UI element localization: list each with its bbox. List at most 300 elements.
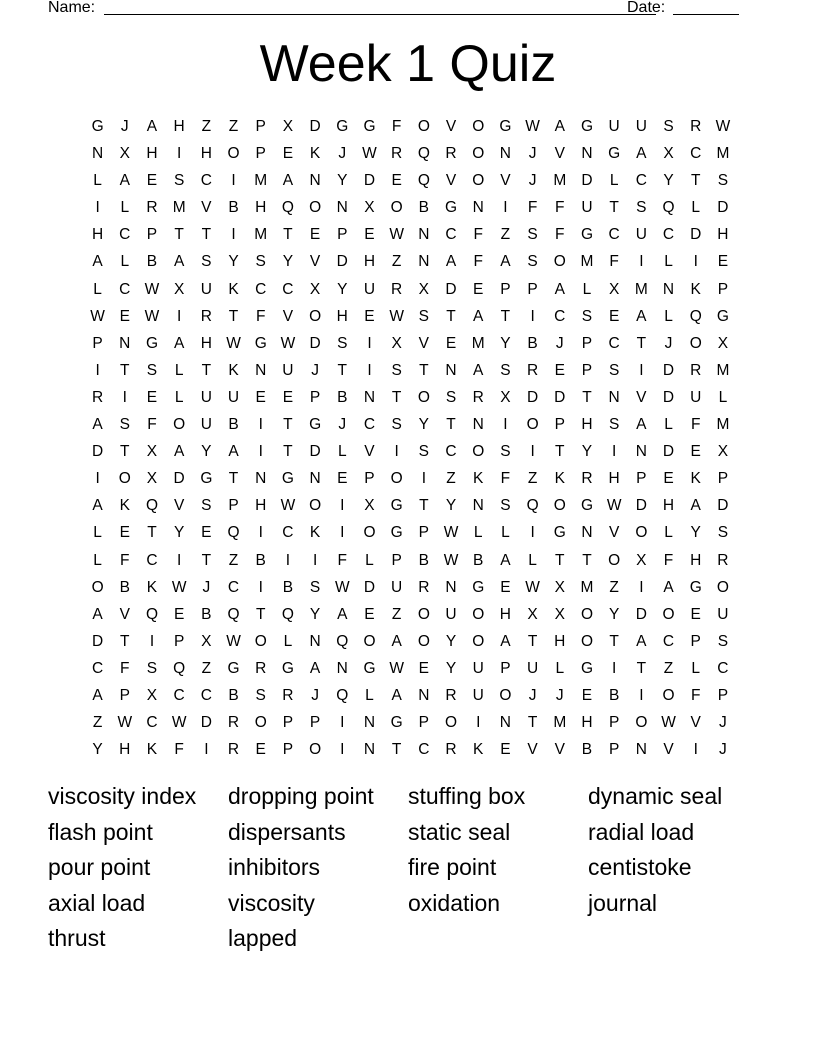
grid-letter: C bbox=[146, 714, 158, 732]
grid-letter: P bbox=[364, 470, 375, 488]
grid-letter: D bbox=[173, 470, 185, 488]
grid-letter: Z bbox=[391, 253, 402, 271]
grid-letter: Y bbox=[418, 416, 430, 434]
grid-letter: X bbox=[527, 605, 538, 623]
grid-letter: I bbox=[530, 307, 535, 325]
grid-letter: F bbox=[555, 226, 565, 244]
grid-letter: L bbox=[174, 361, 184, 379]
grid-letter: I bbox=[530, 443, 535, 461]
grid-letter: B bbox=[608, 686, 620, 704]
grid-letter: Q bbox=[281, 605, 294, 623]
grid-row bbox=[84, 628, 737, 655]
grid-letter: P bbox=[255, 145, 266, 163]
grid-letter: L bbox=[528, 551, 537, 569]
grid-letter: I bbox=[340, 741, 345, 759]
grid-letter: Q bbox=[662, 199, 675, 217]
grid-letter: T bbox=[201, 361, 212, 379]
grid-letter: D bbox=[581, 172, 593, 190]
word-list-item bbox=[588, 923, 768, 959]
grid-row bbox=[84, 411, 737, 438]
grid-letter: A bbox=[391, 632, 402, 650]
grid-letter: A bbox=[473, 361, 484, 379]
grid-row bbox=[84, 682, 737, 709]
grid-letter: J bbox=[528, 145, 537, 163]
grid-letter: U bbox=[635, 226, 647, 244]
grid-letter: V bbox=[663, 741, 674, 759]
grid-letter: P bbox=[608, 741, 620, 759]
grid-letter: E bbox=[146, 388, 158, 406]
grid-row bbox=[84, 248, 737, 275]
grid-letter: L bbox=[120, 199, 130, 217]
grid-letter: H bbox=[499, 605, 511, 623]
grid-letter: A bbox=[473, 307, 484, 325]
grid-letter: K bbox=[309, 524, 321, 542]
grid-letter: V bbox=[119, 605, 130, 623]
grid-letter: T bbox=[500, 307, 511, 325]
grid-letter: P bbox=[500, 280, 511, 298]
grid-letter: O bbox=[417, 388, 430, 406]
grid-letter: D bbox=[309, 118, 321, 135]
grid-letter: N bbox=[363, 714, 376, 732]
grid-letter: G bbox=[608, 145, 621, 163]
grid-letter: X bbox=[636, 551, 647, 569]
grid-letter: R bbox=[282, 686, 294, 704]
grid-letter: Z bbox=[391, 605, 402, 623]
grid-letter: I bbox=[639, 253, 644, 271]
grid-letter: O bbox=[472, 632, 485, 650]
grid-letter: E bbox=[255, 388, 266, 406]
word-list-item: static seal bbox=[408, 818, 511, 845]
grid-letter: E bbox=[309, 226, 321, 244]
grid-letter: I bbox=[340, 714, 345, 732]
grid-letter: Q bbox=[173, 659, 186, 677]
grid-letter: R bbox=[445, 686, 457, 704]
grid-letter: K bbox=[228, 280, 239, 298]
grid-letter: I bbox=[367, 361, 372, 379]
grid-row bbox=[84, 303, 737, 330]
grid-letter: K bbox=[690, 470, 701, 488]
grid-letter: A bbox=[636, 632, 647, 650]
grid-letter: E bbox=[364, 605, 375, 623]
grid-letter: H bbox=[363, 253, 376, 271]
grid-letter: I bbox=[231, 172, 236, 190]
grid-letter: Y bbox=[690, 524, 701, 542]
grid-letter: G bbox=[445, 199, 458, 217]
name-field[interactable] bbox=[104, 0, 656, 15]
grid-letter: D bbox=[690, 226, 702, 244]
page-title: Week 1 Quiz bbox=[259, 35, 557, 93]
grid-letter: G bbox=[309, 416, 322, 434]
grid-letter: O bbox=[417, 632, 430, 650]
word-list-item: fire point bbox=[408, 854, 497, 880]
grid-letter: V bbox=[282, 307, 294, 325]
grid-row bbox=[84, 519, 737, 546]
grid-letter: M bbox=[471, 334, 485, 352]
grid-letter: T bbox=[255, 605, 266, 623]
grid-letter: P bbox=[554, 416, 565, 434]
grid-letter: I bbox=[285, 551, 291, 569]
grid-letter: S bbox=[146, 659, 158, 677]
grid-letter: V bbox=[636, 388, 647, 406]
grid-row bbox=[84, 465, 737, 492]
grid-letter: N bbox=[581, 145, 593, 163]
grid-letter: D bbox=[336, 253, 348, 271]
grid-letter: W bbox=[226, 334, 241, 352]
grid-letter: Y bbox=[173, 524, 185, 542]
grid-letter: J bbox=[528, 686, 537, 704]
grid-letter: O bbox=[309, 307, 322, 325]
grid-letter: F bbox=[174, 741, 184, 759]
grid-letter: A bbox=[636, 307, 647, 325]
grid-letter: O bbox=[553, 497, 566, 515]
grid-letter: R bbox=[581, 470, 593, 488]
grid-letter: L bbox=[473, 524, 483, 542]
grid-letter: Q bbox=[281, 199, 294, 217]
grid-letter: E bbox=[663, 470, 674, 488]
grid-letter: K bbox=[119, 497, 130, 515]
grid-letter: T bbox=[391, 741, 402, 759]
grid-letter: L bbox=[691, 659, 701, 677]
grid-letter: O bbox=[417, 605, 430, 623]
grid-letter: G bbox=[227, 659, 240, 677]
grid-letter: X bbox=[663, 145, 674, 163]
grid-letter: T bbox=[391, 388, 402, 406]
grid-letter: E bbox=[173, 605, 185, 623]
grid-letter: D bbox=[309, 443, 321, 461]
grid-letter: X bbox=[173, 280, 185, 298]
grid-letter: H bbox=[200, 334, 212, 352]
grid-letter: U bbox=[690, 388, 702, 406]
grid-letter: M bbox=[716, 145, 730, 163]
grid-letter: R bbox=[526, 361, 539, 379]
grid-letter: M bbox=[716, 416, 730, 434]
grid-letter: C bbox=[91, 659, 104, 677]
grid-letter: L bbox=[609, 172, 619, 190]
grid-letter: H bbox=[255, 199, 267, 217]
grid-letter: B bbox=[228, 416, 239, 434]
grid-letter: D bbox=[717, 199, 729, 217]
grid-letter: L bbox=[718, 388, 728, 406]
grid-letter: N bbox=[581, 524, 593, 542]
grid-letter: S bbox=[445, 388, 457, 406]
grid-letter: P bbox=[119, 686, 130, 704]
grid-letter: W bbox=[443, 551, 459, 569]
grid-letter: A bbox=[554, 118, 565, 135]
grid-letter: N bbox=[499, 145, 511, 163]
grid-letter: E bbox=[554, 361, 565, 379]
grid-letter: V bbox=[445, 118, 457, 135]
grid-letter: W bbox=[443, 524, 459, 542]
grid-letter: R bbox=[690, 118, 702, 135]
grid-letter: P bbox=[608, 714, 620, 732]
grid-letter: S bbox=[636, 199, 647, 217]
grid-letter: M bbox=[716, 361, 730, 379]
grid-row bbox=[84, 194, 737, 221]
grid-letter: Y bbox=[663, 172, 674, 190]
grid-letter: G bbox=[363, 659, 376, 677]
grid-letter: D bbox=[662, 443, 675, 461]
grid-letter: A bbox=[337, 605, 348, 623]
grid-letter: T bbox=[201, 551, 212, 569]
grid-letter: W bbox=[715, 118, 731, 135]
grid-letter: K bbox=[228, 361, 239, 379]
grid-letter: T bbox=[337, 361, 348, 379]
grid-letter: C bbox=[255, 280, 267, 298]
grid-letter: O bbox=[472, 605, 485, 623]
grid-letter: Z bbox=[609, 578, 619, 596]
grid-letter: Z bbox=[527, 470, 538, 488]
grid-letter: F bbox=[473, 253, 483, 271]
grid-letter: Q bbox=[417, 145, 430, 163]
grid-letter: A bbox=[690, 497, 701, 515]
grid-letter: L bbox=[582, 280, 592, 298]
grid-letter: I bbox=[612, 443, 617, 461]
grid-letter: U bbox=[608, 118, 620, 135]
grid-letter: J bbox=[664, 334, 673, 352]
grid-letter: I bbox=[258, 578, 263, 596]
grid-letter: H bbox=[146, 145, 158, 163]
grid-letter: T bbox=[582, 551, 592, 569]
grid-letter: W bbox=[362, 145, 377, 163]
grid-letter: E bbox=[119, 307, 130, 325]
grid-letter: F bbox=[391, 118, 402, 135]
grid-letter: S bbox=[581, 307, 593, 325]
grid-letter: P bbox=[418, 524, 430, 542]
grid-letter: Q bbox=[526, 497, 539, 515]
word-list-item: centistoke bbox=[588, 854, 692, 880]
grid-letter: I bbox=[394, 443, 399, 461]
grid-letter: A bbox=[173, 443, 185, 461]
grid-letter: B bbox=[473, 551, 484, 569]
grid-letter: X bbox=[391, 334, 402, 352]
grid-letter: M bbox=[553, 714, 567, 732]
grid-letter: X bbox=[554, 605, 565, 623]
grid-letter: C bbox=[662, 226, 675, 244]
grid-letter: Z bbox=[228, 118, 239, 135]
grid-letter: W bbox=[171, 578, 187, 596]
grid-letter: P bbox=[282, 741, 294, 759]
grid-letter: C bbox=[717, 659, 729, 677]
grid-letter: A bbox=[146, 118, 158, 135]
grid-letter: D bbox=[363, 578, 376, 596]
grid-letter: U bbox=[200, 280, 212, 298]
grid-letter: I bbox=[95, 199, 100, 217]
date-field[interactable] bbox=[673, 0, 739, 15]
grid-letter: S bbox=[500, 497, 511, 515]
grid-letter: D bbox=[445, 280, 457, 298]
grid-letter: I bbox=[530, 524, 535, 542]
grid-letter: E bbox=[717, 253, 729, 271]
grid-letter: O bbox=[472, 443, 485, 461]
grid-letter: E bbox=[608, 307, 620, 325]
grid-letter: P bbox=[527, 280, 538, 298]
grid-letter: Y bbox=[282, 253, 294, 271]
grid-letter: M bbox=[580, 253, 594, 271]
grid-letter: O bbox=[309, 199, 322, 217]
grid-letter: J bbox=[528, 172, 537, 190]
grid-letter: O bbox=[499, 686, 512, 704]
grid-letter: H bbox=[717, 226, 729, 244]
grid-letter: S bbox=[717, 524, 729, 542]
grid-letter: Y bbox=[445, 632, 457, 650]
grid-letter: Q bbox=[145, 605, 158, 623]
grid-letter: T bbox=[419, 361, 429, 379]
grid-letter: W bbox=[389, 226, 404, 244]
grid-letter: E bbox=[418, 659, 430, 677]
grid-letter: W bbox=[334, 578, 350, 596]
grid-letter: J bbox=[555, 334, 564, 352]
grid-letter: J bbox=[555, 686, 564, 704]
grid-letter: C bbox=[146, 551, 158, 569]
grid-letter: P bbox=[418, 714, 430, 732]
grid-letter: X bbox=[119, 145, 130, 163]
grid-letter: H bbox=[91, 226, 104, 244]
grid-letter: T bbox=[120, 443, 130, 461]
grid-letter: I bbox=[177, 551, 182, 569]
grid-letter: K bbox=[554, 470, 565, 488]
grid-letter: B bbox=[418, 551, 430, 569]
grid-letter: P bbox=[391, 551, 402, 569]
word-list-item: thrust bbox=[48, 925, 106, 951]
grid-letter: S bbox=[527, 226, 538, 244]
grid-letter: L bbox=[93, 551, 102, 569]
grid-letter: I bbox=[340, 497, 345, 515]
grid-letter: G bbox=[390, 714, 403, 732]
grid-letter: I bbox=[95, 361, 100, 379]
grid-letter: Q bbox=[689, 307, 702, 325]
grid-letter: N bbox=[91, 145, 104, 163]
grid-letter: X bbox=[364, 199, 375, 217]
grid-letter: O bbox=[580, 605, 593, 623]
grid-row bbox=[84, 736, 737, 763]
grid-letter: I bbox=[503, 199, 508, 217]
grid-letter: X bbox=[146, 470, 158, 488]
grid-letter: G bbox=[363, 118, 376, 135]
grid-row bbox=[84, 330, 737, 357]
grid-letter: G bbox=[200, 470, 213, 488]
grid-letter: P bbox=[146, 226, 158, 244]
word-list-item: dropping point bbox=[228, 783, 374, 809]
grid-row bbox=[84, 492, 737, 519]
grid-letter: K bbox=[473, 470, 484, 488]
grid-letter: R bbox=[91, 388, 104, 406]
grid-letter: F bbox=[147, 416, 157, 434]
grid-letter: P bbox=[581, 361, 593, 379]
grid-letter: C bbox=[690, 145, 702, 163]
grid-letter: J bbox=[202, 578, 211, 596]
grid-letter: C bbox=[363, 416, 376, 434]
grid-letter: I bbox=[258, 443, 263, 461]
grid-letter: L bbox=[664, 253, 673, 271]
grid-letter: E bbox=[581, 686, 593, 704]
word-list-item: flash point bbox=[48, 818, 153, 845]
grid-letter: N bbox=[472, 199, 484, 217]
grid-letter: S bbox=[255, 686, 266, 704]
grid-letter: R bbox=[445, 145, 457, 163]
grid-letter: S bbox=[201, 253, 212, 271]
grid-letter: H bbox=[554, 632, 566, 650]
word-list-item: journal bbox=[588, 889, 658, 916]
grid-letter: W bbox=[171, 714, 187, 732]
grid-letter: J bbox=[120, 118, 129, 135]
grid-letter: B bbox=[418, 199, 430, 217]
grid-row bbox=[84, 140, 737, 167]
grid-letter: E bbox=[282, 145, 294, 163]
grid-letter: Y bbox=[581, 443, 593, 461]
grid-letter: N bbox=[445, 361, 457, 379]
grid-letter: D bbox=[635, 605, 647, 623]
grid-letter: H bbox=[336, 307, 348, 325]
grid-letter: I bbox=[476, 714, 481, 732]
grid-letter: N bbox=[662, 280, 675, 298]
grid-letter: C bbox=[227, 578, 240, 596]
grid-letter: G bbox=[281, 659, 294, 677]
grid-letter: O bbox=[472, 172, 485, 190]
grid-letter: O bbox=[472, 145, 485, 163]
grid-letter: I bbox=[312, 551, 318, 569]
grid-letter: S bbox=[391, 361, 402, 379]
grid-letter: N bbox=[472, 497, 484, 515]
grid-letter: T bbox=[201, 226, 212, 244]
grid-letter: C bbox=[635, 172, 647, 190]
grid-letter: I bbox=[258, 416, 263, 434]
grid-letter: T bbox=[636, 659, 647, 677]
grid-letter: J bbox=[338, 145, 347, 163]
grid-letter: N bbox=[255, 470, 267, 488]
grid-letter: O bbox=[662, 605, 675, 623]
grid-letter: S bbox=[309, 578, 321, 596]
grid-letter: W bbox=[144, 307, 160, 325]
grid-letter: D bbox=[662, 361, 675, 379]
grid-letter: M bbox=[553, 172, 567, 190]
grid-letter: P bbox=[309, 714, 321, 732]
grid-letter: O bbox=[118, 470, 131, 488]
grid-letter: D bbox=[635, 497, 647, 515]
grid-row bbox=[84, 167, 737, 194]
grid-letter: L bbox=[555, 659, 565, 677]
grid-letter: X bbox=[282, 118, 294, 135]
grid-letter: N bbox=[418, 686, 430, 704]
grid-letter: X bbox=[146, 686, 158, 704]
grid-letter: U bbox=[200, 416, 212, 434]
grid-letter: X bbox=[717, 443, 729, 461]
grid-letter: X bbox=[146, 443, 158, 461]
grid-letter: W bbox=[525, 118, 540, 135]
grid-letter: O bbox=[553, 253, 566, 271]
grid-letter: S bbox=[608, 361, 620, 379]
grid-letter: U bbox=[526, 659, 539, 677]
grid-letter: N bbox=[635, 741, 647, 759]
grid-letter: R bbox=[690, 361, 702, 379]
grid-letter: P bbox=[228, 497, 239, 515]
grid-letter: S bbox=[146, 361, 158, 379]
grid-letter: L bbox=[664, 416, 673, 434]
grid-letter: W bbox=[117, 714, 133, 732]
grid-letter: V bbox=[173, 497, 185, 515]
grid-letter: O bbox=[662, 686, 675, 704]
grid-letter: G bbox=[390, 524, 403, 542]
grid-letter: L bbox=[93, 172, 102, 190]
grid-letter: Q bbox=[227, 605, 240, 623]
grid-letter: S bbox=[173, 172, 185, 190]
grid-letter: W bbox=[90, 307, 105, 325]
grid-letter: N bbox=[418, 253, 430, 271]
grid-letter: I bbox=[204, 741, 209, 759]
grid-letter: S bbox=[391, 416, 402, 434]
grid-letter: B bbox=[527, 334, 538, 352]
grid-letter: Y bbox=[337, 280, 348, 298]
grid-letter: N bbox=[336, 199, 348, 217]
